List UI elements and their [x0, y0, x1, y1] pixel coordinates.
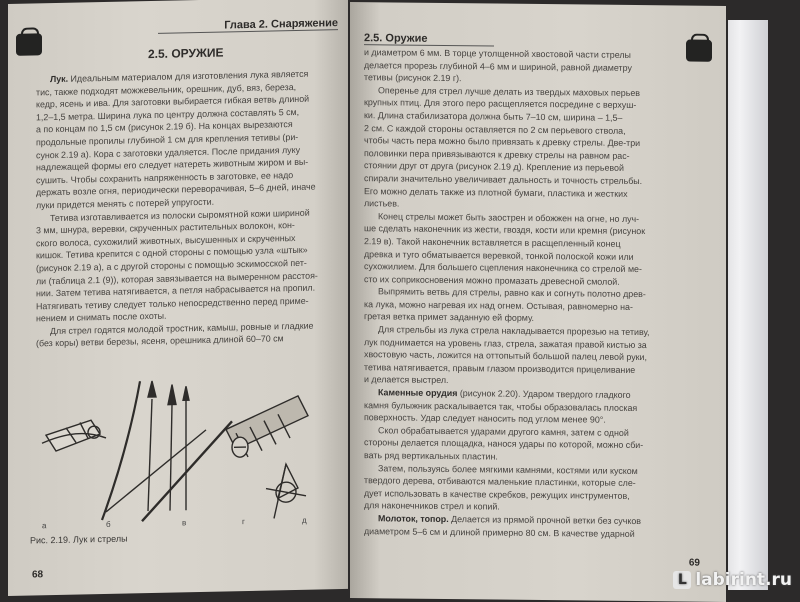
book-page-edges — [728, 20, 768, 590]
page-number-right: 69 — [688, 557, 700, 569]
right-body-text — [364, 46, 702, 541]
line-text: продольные пропилы глубиной 1 см для крепления тетивы (ри- — [36, 131, 299, 148]
line-text: кедр, ясень и ива. Для заготовки выбирается гибкая ветвь длиной — [36, 93, 310, 110]
line-text: Для стрел годятся молодой тростник, камыш, ровные и гладкие — [50, 320, 314, 336]
bold-term: Каменные орудия — [378, 387, 458, 399]
line-text: кишок. Тетива крепится с одной стороны с помощью узла «штык» — [36, 245, 308, 261]
line-text: Его можно делать также из плотной бумаги, пластика и жестких — [364, 185, 628, 199]
line-text: дует использовать в качестве скребков, режущих инструментов, — [364, 487, 630, 501]
line-text: луки придется менять с потерей упругости. — [36, 196, 215, 211]
line-text: тетива натягивается, правым глазом производится прицеливание — [364, 361, 636, 375]
line-text: ше сделать наконечник из жести, гвоздя, кости или кремня (рисунок — [364, 223, 646, 237]
line-text: делается прорезь глубиной 4–6 мм и шириной, равной диаметру — [364, 59, 632, 73]
line-text: спирали значительно увеличивает дальность и точность стрельбы. — [364, 173, 643, 186]
line-text: для наконечников стрел и копий. — [364, 500, 500, 512]
figure-label-g: г — [242, 517, 245, 527]
figure-label-v: в — [182, 518, 187, 528]
line-text: ского волоса, сухожилий животных, высушенных и скрученных — [36, 232, 296, 249]
line-text: сунок 2.19 а). Кора с заготовки удаляется. После придания луку — [36, 144, 301, 160]
line-text: вать ряд вертикальных пластин. — [364, 450, 498, 462]
line-text: чтобы часть пера можно было привязать к древку стрелы. Две-три — [364, 135, 641, 149]
line-text: (рисунок 2.19 а), а с другой стороны с помощью эскимосской пет- — [36, 257, 307, 274]
line-text: Выпрямить ветвь для стрелы, равно как и согнуть полотно древ- — [378, 286, 646, 300]
figure-label-a: а — [42, 521, 47, 531]
line-text: твердого дерева, отбиваются маленькие пластинки, которые сле- — [364, 475, 636, 489]
text-line — [364, 525, 702, 541]
line-text: Идеальным материалом для изготовления лука является — [68, 68, 309, 84]
line-text: Скол обрабатывается ударами другого камня, затем с одной — [378, 425, 629, 438]
bold-term: Молоток, топор. — [378, 513, 449, 525]
running-header-right: 2.5. Оружие — [364, 32, 494, 46]
line-text: сто их соприкосновения можно промазать древесной смолой. — [364, 273, 620, 287]
figure-bow-and-arrows — [36, 367, 332, 531]
line-text: древка и туго обматывается веревкой, тонкой полоской кожи или — [364, 248, 634, 262]
line-text: 1,2–1,5 метра. Ширина лука по центру должна составлять 5 см, — [36, 106, 300, 123]
watermark — [673, 570, 792, 590]
line-text: стороны делается площадка, нанося удары по которой, можно сби- — [364, 437, 644, 451]
right-page — [350, 2, 726, 602]
line-text: держать возле огня, периодически переворачивая, 5–6 дней, иначе — [36, 181, 316, 198]
figure-label-d: д — [302, 515, 307, 525]
page-number-left: 68 — [32, 569, 44, 581]
running-header-left: Глава 2. Снаряжение — [158, 17, 338, 34]
line-text: Для стрельбы из лука стрела накладывается прорезью на тетиву, — [378, 324, 650, 338]
line-text: Делается из прямой прочной ветки без сучков — [448, 514, 642, 527]
line-text: ли (таблица 2.1 (9)), которая завязывается на вымеренном расстоя- — [36, 270, 318, 286]
backpack-icon — [16, 33, 42, 56]
line-text: 2.19 в). Такой наконечник вставляется в расщепленный конец — [364, 236, 621, 249]
line-text: сушить. Чтобы сохранить напряженность в заготовке, ее надо — [36, 169, 294, 186]
line-text: половинки пера привязываются к древку стрелы на равном рас- — [364, 147, 630, 161]
line-text: нением и снимать после охоты. — [36, 310, 167, 324]
line-text: а по концам по 1,5 см (рисунок 2.19 б). На концах вырезаются — [36, 119, 293, 135]
section-title: 2.5. ОРУЖИЕ — [148, 45, 224, 62]
line-text: Конец стрелы может быть заострен и обожжен на огне, но луч- — [378, 211, 640, 224]
line-text: Натягивать тетиву следует только непосредственно перед приме- — [36, 295, 309, 312]
line-text: камня булыжник раскалывается так, чтобы образовалась плоская — [364, 399, 638, 413]
line-text: тис, также подходят можжевельник, орешник, дуб, вяз, береза, — [36, 81, 297, 98]
line-text: Тетива изготавливается из полоски сыромятной кожи шириной — [50, 207, 310, 223]
line-text: ки. Длина стабилизатора должна быть 7–10 см, ширина – 1,5– — [364, 110, 623, 123]
line-text: (без коры) ветви березы, ясеня, орешника длиной 60–70 см — [36, 333, 284, 349]
line-text: тетивы (рисунок 2.19 г). — [364, 72, 462, 84]
line-text: лук поднимается на уровень глаз, стрела, зажатая правой кистью за — [364, 336, 647, 350]
figure-caption: Рис. 2.19. Лук и стрелы — [30, 533, 128, 546]
line-text: хвостовую часть, ложится на оттопытый большой палец левой руки, — [364, 349, 647, 363]
line-text: нии. Затем тетива натягивается, а петля набрасывается на пропил. — [36, 282, 316, 299]
line-text: и диаметром 6 мм. В торце утолщенной хвостовой части стрелы — [364, 47, 631, 60]
line-text: (рисунок 2.20). Ударом твердого гладкого — [457, 388, 631, 400]
line-text: стоянии друг от друга (рисунок 2.19 д). Крепление из перьевой — [364, 160, 624, 174]
left-body-text — [36, 67, 344, 351]
bold-term: Лук. — [50, 73, 69, 85]
line-text: ка лука, можно нагревая их над огнем. Остывая, равномерно на- — [364, 299, 633, 312]
line-text: Затем, пользуясь более мягкими камнями, костями или куском — [378, 462, 638, 476]
line-text: диаметром 5–6 см и длиной примерно 80 см. В качестве ударной — [364, 525, 635, 539]
line-text: Оперенье для стрел лучше делать из твердых маховых перьев — [378, 85, 641, 98]
line-text: крупных птиц. Для этого перо расщепляется посредине с верхуш- — [364, 97, 637, 111]
line-text: сухожилием. Для большего сцепления наконечника со стрелой ме- — [364, 261, 642, 275]
watermark-text: labirint.ru — [695, 570, 792, 590]
line-text: 2 см. С каждой стороны оставляется по 2 см перьевого ствола, — [364, 122, 626, 136]
line-text: гретая ветка примет заданную ей форму. — [364, 311, 534, 324]
line-text: и делается выстрел. — [364, 374, 449, 386]
line-text: надлежащей формы его следует натереть животным жиром и вы- — [36, 156, 309, 173]
left-page — [8, 0, 348, 596]
line-text: 3 мм, шнура, веревки, скрученных растительных волокон, кон- — [36, 220, 295, 236]
labirint-logo-icon: L — [673, 571, 691, 589]
line-text: поверхность. Удар следует наносить под углом менее 90°. — [364, 412, 606, 425]
line-text: листьев. — [364, 198, 400, 209]
bow-arrows-illustration — [36, 367, 332, 533]
figure-label-b: б — [106, 519, 111, 529]
